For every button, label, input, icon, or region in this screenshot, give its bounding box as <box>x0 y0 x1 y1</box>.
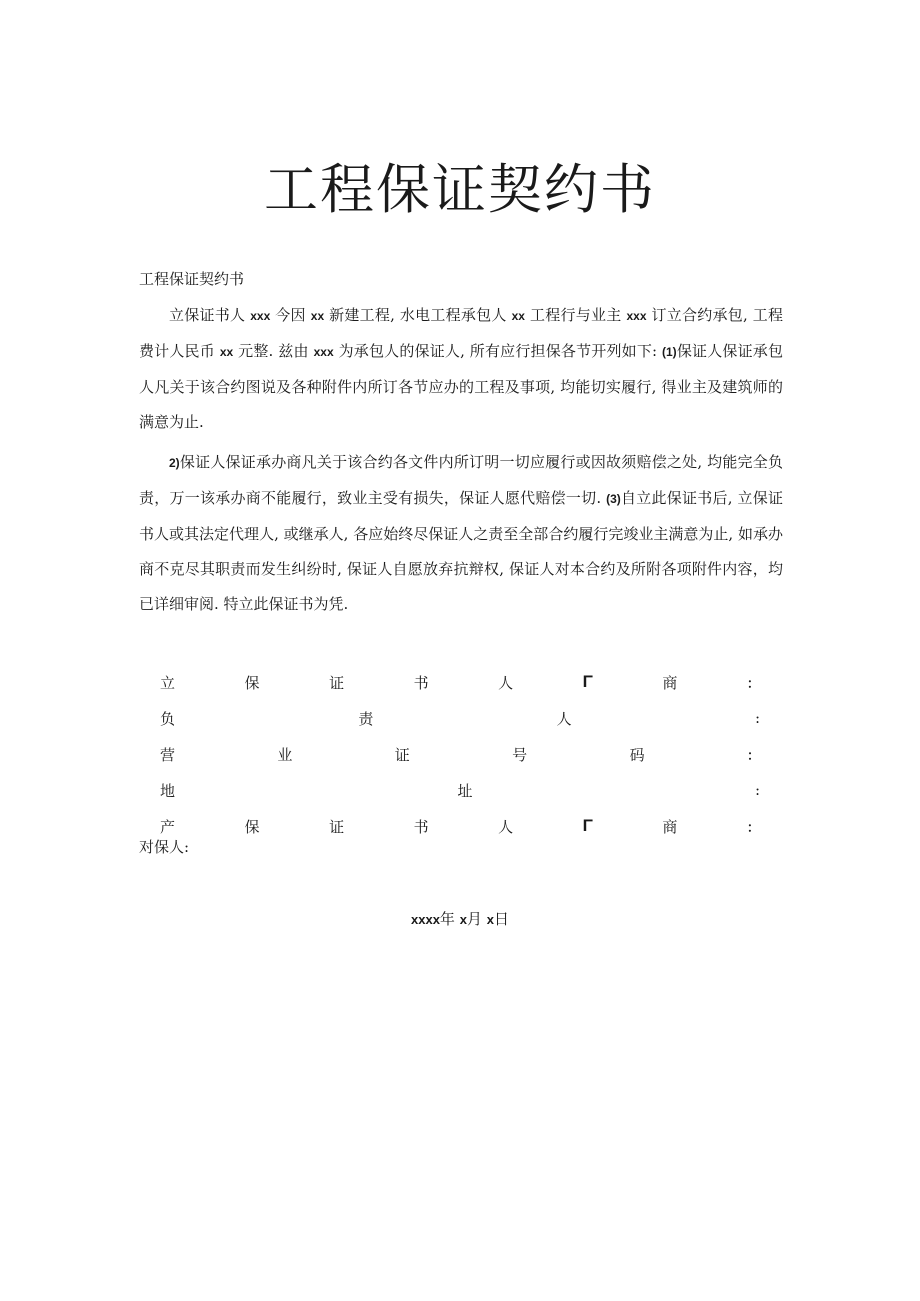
p1-text-c: 今因 <box>270 306 311 324</box>
sig-char: 保 <box>244 673 260 692</box>
sig-char: 产 <box>160 817 176 836</box>
sig-char: 号 <box>512 745 528 764</box>
sig-colon: ： <box>746 819 760 835</box>
paragraph-1 <box>139 298 783 440</box>
sig-char: 保 <box>244 817 260 836</box>
p1-text-e: 新建工程, 水电工程承包人 <box>324 306 512 324</box>
sig-char: 负 <box>160 709 176 728</box>
p2-text-d: 自立此保证书后, 立保证书人或其法定代理人, 或继承人, 各应始终尽保证人之责至全部合约履行完竣业主满意为止, 如承办商不克尽其职责而发生纠纷时, 保证人自愿放弃抗辩权, 保证人对本合约及所附各项附件内容，均已详细审阅. 特立此保证书为凭. <box>139 489 783 613</box>
sig-char: 人 <box>498 817 514 836</box>
document-date <box>0 908 920 931</box>
sig-mark: Γ <box>582 816 593 835</box>
sig-colon: : <box>754 709 760 727</box>
sig-mark: Γ <box>582 672 593 691</box>
sig-char: 商 <box>662 817 678 836</box>
sig-colon: : <box>754 781 760 799</box>
sig-char: 业 <box>277 745 293 764</box>
p2-item-number-3: (3) <box>606 492 621 506</box>
date-day-unit: 日 <box>493 910 509 928</box>
p1-placeholder-d: xx <box>310 309 325 323</box>
date-year: xxxx <box>411 912 440 927</box>
p1-placeholder-j: xx <box>219 345 234 359</box>
sig-colon: ： <box>746 747 760 763</box>
document-title: 工程保证契约书 <box>264 158 656 222</box>
sig-colon: ： <box>746 675 760 691</box>
p1-text-a: 立保证书人 <box>169 306 251 324</box>
sig-char: 营 <box>160 745 176 764</box>
signature-row-address <box>160 778 760 802</box>
sig-char: 码 <box>629 745 645 764</box>
sig-char: 责 <box>358 709 374 728</box>
p1-placeholder-h: xxx <box>626 309 647 323</box>
sig-char: 人 <box>498 673 514 692</box>
signature-row-responsible <box>160 706 760 730</box>
p1-text-k: 元整. 兹由 <box>233 342 314 360</box>
sig-char: 证 <box>394 745 410 764</box>
signature-row-guarantor <box>160 670 760 694</box>
p1-text-i: 订立合约承包, 工程费计人民币 <box>139 306 783 360</box>
p2-text-b: 保证人保证承办商凡关于该合约各文件内所订明一切应履行或因故须赔偿之处, 均能完全负责，万一该承办商不能履行，致业主受有损失，保证人愿代赔偿一切. <box>139 453 783 507</box>
signature-row-license-number <box>160 742 760 766</box>
sig-char: 地 <box>160 781 176 800</box>
sig-char: 证 <box>329 817 345 836</box>
sig-char: 立 <box>160 673 176 692</box>
sig-char: 人 <box>556 709 572 728</box>
document-subtitle: 工程保证契约书 <box>139 270 245 288</box>
date-year-unit: 年 <box>439 910 455 928</box>
sig-char: 书 <box>413 817 429 836</box>
p2-item-number-2: 2) <box>169 456 180 470</box>
p1-placeholder-f: xx <box>511 309 525 323</box>
p1-placeholder-b: xxx <box>250 309 271 323</box>
date-day: x <box>486 912 494 927</box>
p1-text-m: 为承包人的保证人, 所有应行担保各节开列如下: <box>333 342 663 360</box>
guarantor-label: 对保人: <box>139 838 190 856</box>
sig-char: 商 <box>662 673 678 692</box>
p1-placeholder-l: xxx <box>313 345 334 359</box>
sig-char: 址 <box>457 781 473 800</box>
date-month-unit: 月 <box>466 910 482 928</box>
date-month: x <box>459 912 467 927</box>
sig-char: 证 <box>329 673 345 692</box>
signature-row-guarantor-2 <box>160 814 760 838</box>
paragraph-2 <box>139 445 783 622</box>
p1-item-number-1: (1) <box>662 345 677 359</box>
sig-char: 书 <box>413 673 429 692</box>
p1-text-g: 工程行与业主 <box>524 306 627 324</box>
p1-text-o: 保证人保证承包人凡关于该合约图说及各种附件内所订各节应办的工程及事项, 均能切实履行, 得业主及建筑师的满意为止. <box>139 342 783 431</box>
